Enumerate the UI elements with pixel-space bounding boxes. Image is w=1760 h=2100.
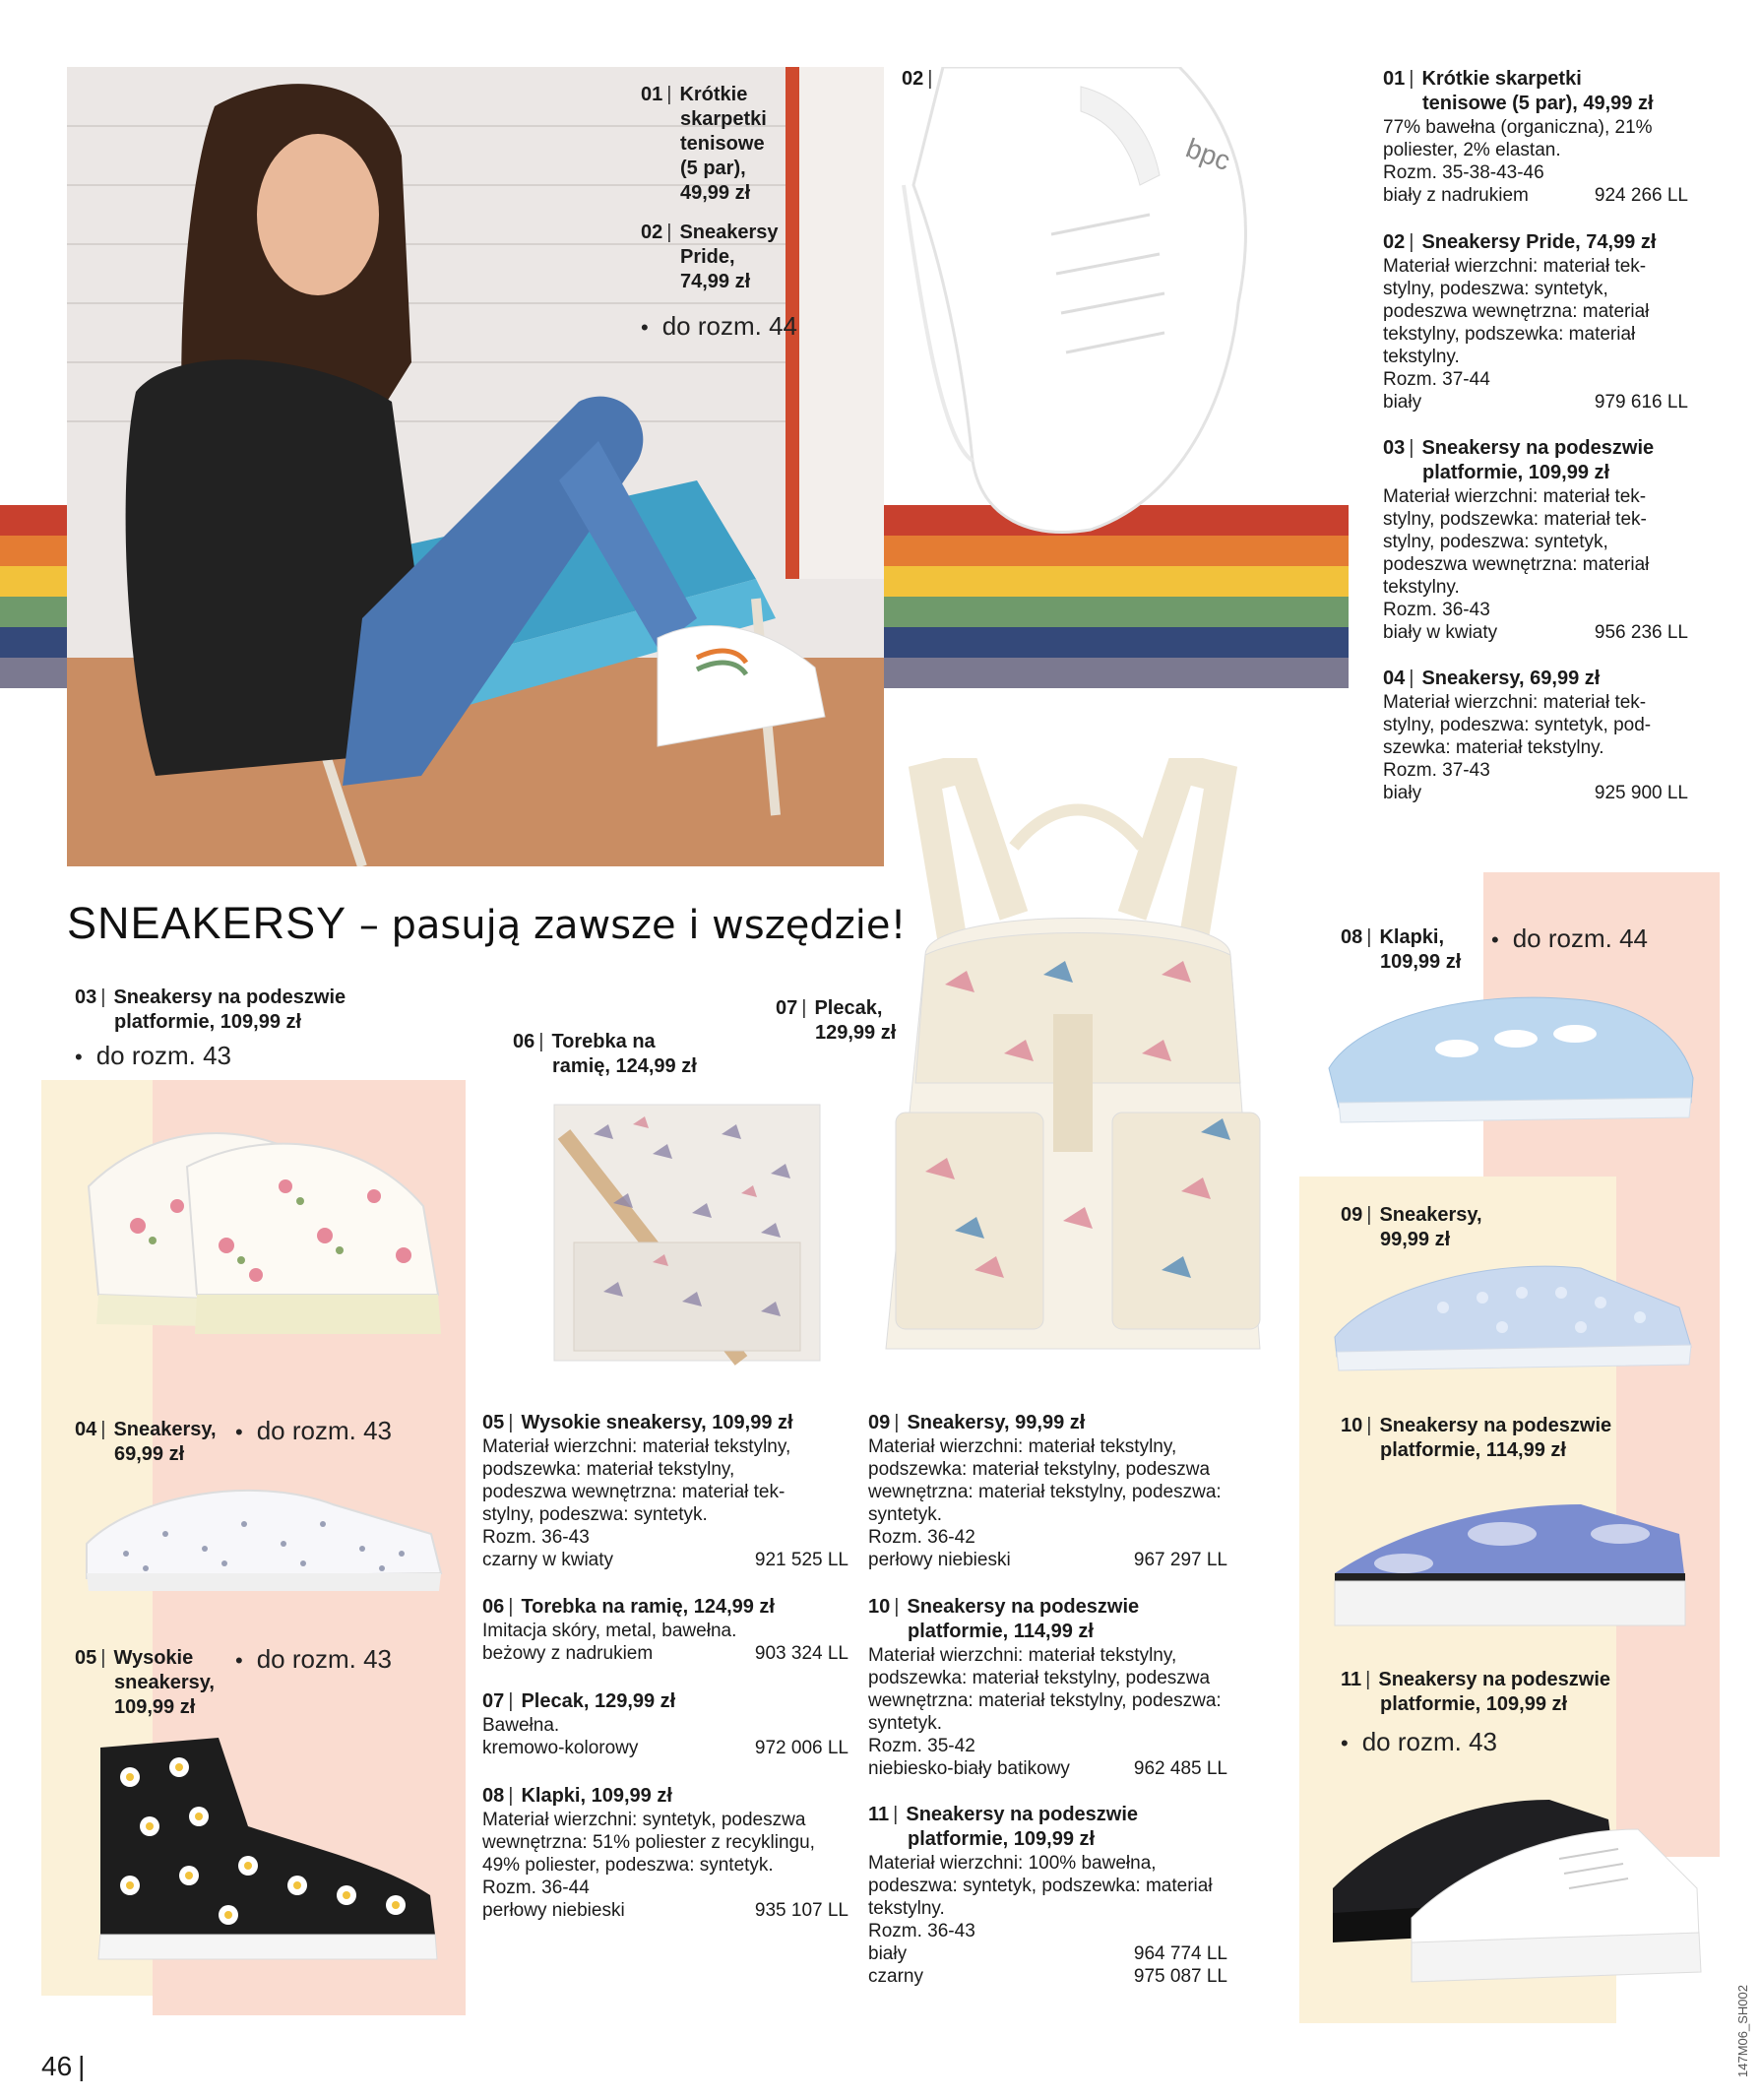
product-desc-05: 05 | Wysokie sneakersy, 109,99 zł Materiał wierzchni: materiał tekstylny, podszewka: materiał tekstylny, podeszwa wewnętrzna: materiał tek- stylny, podeszwa: syntetyk. Rozm. 36-43 czarny w kwiaty 921 525 LL: [482, 1411, 849, 1571]
item-label-05: 05 | Wysokie sneakersy, 109,99 zł: [75, 1646, 215, 1720]
platform-sneakers-pair-illustration: [1323, 1780, 1707, 1987]
product-code: 935 107 LL: [754, 1900, 849, 1921]
product-code: 925 900 LL: [1594, 783, 1688, 803]
product-code: 956 236 LL: [1594, 622, 1688, 643]
photo-callout-02: 02 | Sneakersy Pride, 74,99 zł: [641, 221, 779, 294]
page-number: 46 |: [41, 2051, 86, 2081]
product-code: 924 266 LL: [1594, 185, 1688, 206]
product-desc-08: 08 | Klapki, 109,99 zł Materiał wierzchni: syntetyk, podeszwa wewnętrzna: 51% poliester z recyklingu, 49% poliester, podeszwa: syntetyk. Rozm. 36-44 perłowy niebieski 935 107 LL: [482, 1784, 849, 1922]
item-label-09: 09 | Sneakersy, 99,99 zł: [1341, 1203, 1482, 1252]
item-label-11: 11 | Sneakersy na podeszwie platformie, 109,99 zł: [1341, 1668, 1610, 1717]
product-desc-07: 07 | Plecak, 129,99 zł Bawełna. kremowo-kolorowy 972 006 LL: [482, 1689, 849, 1759]
size-note-08: • do rozm. 44: [1491, 923, 1648, 954]
lace-sneaker-illustration: [1325, 1248, 1699, 1376]
item-label-03: 03 | Sneakersy na podeszwie platformie, 109,99 zł: [75, 986, 346, 1035]
item-label-06: 06 | Torebka na ramię, 124,99 zł: [513, 1030, 697, 1079]
item-number: 02 |: [641, 222, 679, 243]
daisy-high-top-illustration: [91, 1738, 445, 1964]
product-desc-01: 01 | Krótkie skarpetki tenisowe (5 par), 49,99 zł 77% bawełna (organiczna), 21% poliester, 2% elastan. Rozm. 35-38-43-46 biały z nadrukiem 924 266 LL: [1383, 67, 1688, 207]
product-code: 967 297 LL: [1133, 1550, 1227, 1570]
photo-callout-01: 01 | Krótkie skarpetki tenisowe (5 par), 49,99 zł: [641, 83, 767, 206]
catalog-code: 147M06_SH002: [1735, 1985, 1750, 2077]
product-desc-04: 04 | Sneakersy, 69,99 zł Materiał wierzchni: materiał tek- stylny, podeszwa: syntetyk, pod- szewka: materiał tekstylny. Rozm. 37-43 biały 925 900 LL: [1383, 667, 1688, 804]
backpack-illustration: [866, 758, 1289, 1368]
product-code: 972 006 LL: [754, 1738, 849, 1758]
item-label-08: 08 | Klapki, 109,99 zł: [1341, 925, 1461, 975]
item-number: 01 |: [641, 84, 679, 105]
size-note-11: • do rozm. 43: [1341, 1727, 1497, 1757]
blue-slide-illustration: [1319, 980, 1703, 1127]
svg-text:bpc: bpc: [1181, 132, 1234, 177]
white-sneaker-illustration: [884, 67, 1347, 540]
product-code: 964 774 LL: [1133, 1943, 1227, 1964]
product-desc-10: 10 | Sneakersy na podeszwie platformie, 114,99 zł Materiał wierzchni: materiał tekstylny, podszewka: materiał tekstylny, podeszwa wewnętrzna: materiał tekstylny, podeszwa: syntetyk. Rozm. 35-42 niebiesko-biały batikowy 962 485 LL: [868, 1595, 1262, 1780]
product-code: 921 525 LL: [754, 1550, 849, 1570]
product-code: 979 616 LL: [1594, 392, 1688, 413]
item-label-07: 07 | Plecak, 129,99 zł: [776, 996, 896, 1046]
size-note-03: • do rozm. 43: [75, 1041, 231, 1071]
product-desc-06: 06 | Torebka na ramię, 124,99 zł Imitacja skóry, metal, bawełna. beżowy z nadrukiem 903 324 LL: [482, 1595, 849, 1665]
size-note-04: • do rozm. 43: [235, 1416, 392, 1446]
shoulder-bag-illustration: [544, 1095, 830, 1370]
product-desc-09: 09 | Sneakersy, 99,99 zł Materiał wierzchni: materiał tekstylny, podszewka: materiał tekstylny, podeszwa wewnętrzna: materiał tekstylny, podeszwa: syntetyk. Rozm. 36-42 perłowy niebieski 967 297 LL: [868, 1411, 1262, 1571]
batik-sneaker-illustration: [1325, 1495, 1699, 1632]
item-label-10: 10 | Sneakersy na podeszwie platformie, 114,99 zł: [1341, 1414, 1611, 1463]
product-desc-03: 03 | Sneakersy na podeszwie platformie, 109,99 zł Materiał wierzchni: materiał tek- stylny, podszewka: materiał tek- stylny, podeszwa: syntetyk, podeszwa wewnętrzna: materiał tekstylny. Rozm. 36-43 biały w kwiaty 956 236 LL: [1383, 436, 1688, 644]
size-note-02: • do rozm. 44: [641, 311, 797, 342]
page-headline: SNEAKERSY – pasują zawsze i wszędzie!: [67, 898, 907, 948]
product-desc-11: 11 | Sneakersy na podeszwie platformie, 109,99 zł Materiał wierzchni: 100% bawełna, podeszwa: syntetyk, podszewka: materiał tekstylny. Rozm. 36-43 biały 964 774 LL czarny 975 087 LL: [868, 1803, 1262, 1988]
product-code: 903 324 LL: [754, 1643, 849, 1664]
white-sneaker-photo: [884, 67, 1347, 540]
product-code: 962 485 LL: [1133, 1758, 1227, 1779]
floral-sneaker-illustration: [69, 1098, 453, 1373]
shoe-label-02: 02 |: [902, 67, 940, 92]
product-desc-02: 02 | Sneakersy Pride, 74,99 zł Materiał wierzchni: materiał tek- stylny, podeszwa: syntetyk, podeszwa wewnętrzna: materiał tekstylny, podszewka: materiał tekstylny. Rozm. 37-44 biały 979 616 LL: [1383, 230, 1688, 414]
product-code: 975 087 LL: [1133, 1966, 1227, 1987]
size-note-05: • do rozm. 43: [235, 1644, 392, 1675]
printed-sneaker-illustration: [77, 1475, 451, 1593]
item-label-04: 04 | Sneakersy, 69,99 zł: [75, 1418, 217, 1467]
